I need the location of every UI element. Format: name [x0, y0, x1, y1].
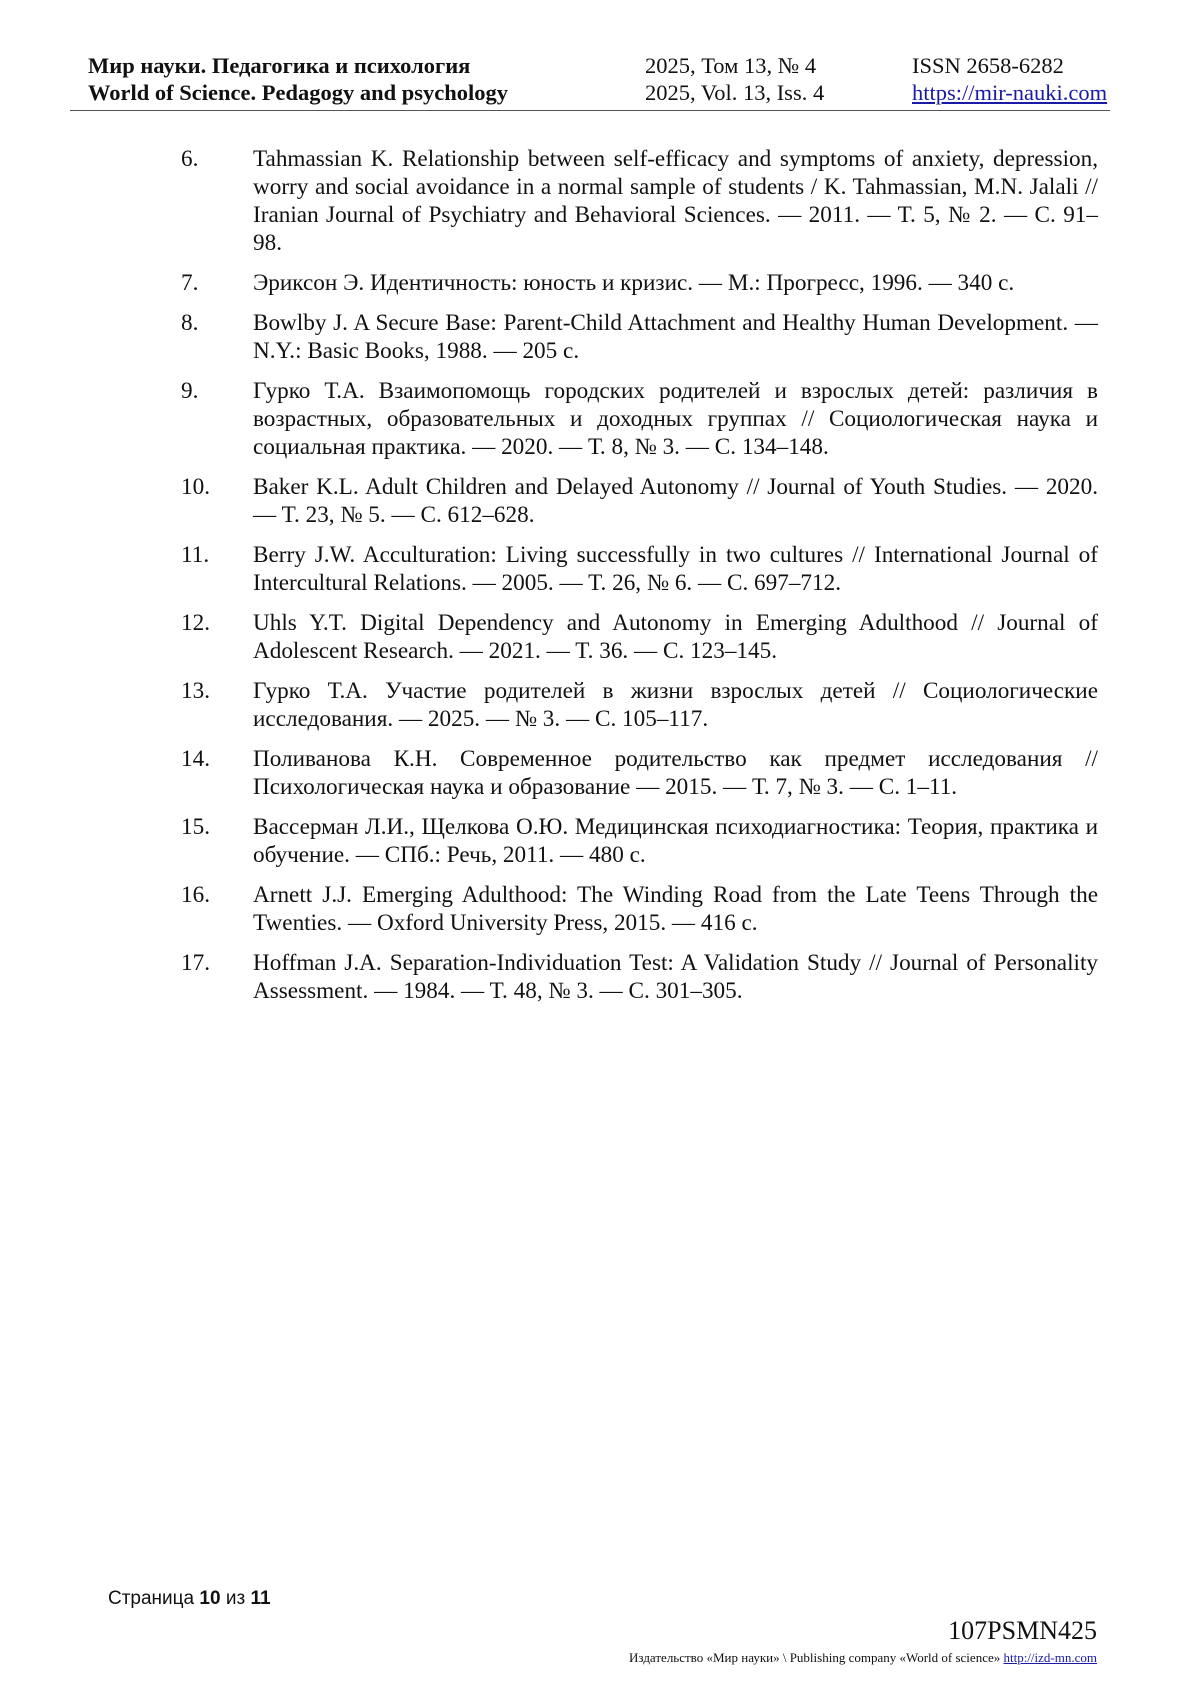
reference-list	[181, 145, 1098, 1017]
reference-item	[181, 881, 1098, 937]
reference-number: 11.	[181, 542, 210, 568]
reference-text: Bowlby J. A Secure Base: Parent-Child Attachment and Healthy Human Development. — N.Y.: Basic Books, 1988. — 205 c.	[253, 310, 1098, 364]
journal-url-link[interactable]: https://mir-nauki.com	[912, 80, 1108, 105]
reference-number: 12.	[181, 610, 210, 636]
reference-item	[181, 813, 1098, 869]
reference-item	[181, 309, 1098, 365]
reference-text: Berry J.W. Acculturation: Living successfully in two cultures // International Journal of Intercultural Relations. — 2005. — T. 26, № 6. — C. 697–712.	[253, 542, 1098, 596]
reference-number: 15.	[181, 814, 210, 840]
reference-item	[181, 745, 1098, 801]
journal-title-en: World of Science. Pedagogy and psychology	[88, 80, 509, 105]
reference-item	[181, 541, 1098, 597]
reference-number: 17.	[181, 950, 210, 976]
issn-block	[912, 52, 1107, 106]
page-total: 11	[250, 1588, 271, 1609]
reference-text: Hoffman J.A. Separation-Individuation Test: A Validation Study // Journal of Personality Assessment. — 1984. — T. 48, № 3. — C. 301–305.	[253, 950, 1098, 1004]
journal-title-ru: Мир науки. Педагогика и психология	[88, 53, 471, 78]
publisher-text: Издательство «Мир науки» \ Publishing company «World of science»	[629, 1650, 1001, 1665]
reference-item	[181, 269, 1098, 297]
reference-number: 6.	[181, 146, 199, 172]
reference-text: Baker K.L. Adult Children and Delayed Autonomy // Journal of Youth Studies. — 2020. — T. 23, № 5. — C. 612–628.	[253, 474, 1098, 528]
issue-block	[645, 52, 824, 106]
issue-en: 2025, Vol. 13, Iss. 4	[645, 80, 825, 105]
article-code: 107PSMN425	[948, 1616, 1097, 1645]
reference-number: 8.	[181, 310, 199, 336]
reference-number: 16.	[181, 882, 210, 908]
reference-text: Гурко Т.А. Участие родителей в жизни взрослых детей // Социологические исследования. — 2025. — № 3. — С. 105–117.	[253, 678, 1098, 732]
reference-item	[181, 949, 1098, 1005]
reference-number: 9.	[181, 378, 199, 404]
issn: ISSN 2658-6282	[912, 53, 1064, 78]
reference-item	[181, 677, 1098, 733]
reference-number: 10.	[181, 474, 210, 500]
page-of: из	[225, 1588, 246, 1609]
publisher-link[interactable]: http://izd-mn.com	[1003, 1650, 1097, 1665]
journal-header	[70, 52, 1110, 111]
issue-ru: 2025, Том 13, № 4	[645, 53, 817, 78]
page-counter	[108, 1588, 271, 1610]
reference-item	[181, 145, 1098, 257]
reference-text: Tahmassian K. Relationship between self-efficacy and symptoms of anxiety, depression, worry and social avoidance in a normal sample of students / K. Tahmassian, M.N. Jalali // Iranian Journal of Psychiatry and Behavioral Sciences. — 2011. — T. 5, № 2. — C. 91–98.	[253, 146, 1098, 256]
reference-item	[181, 609, 1098, 665]
reference-number: 7.	[181, 270, 199, 296]
page-label: Страница	[108, 1588, 195, 1609]
page-current: 10	[199, 1588, 221, 1609]
reference-number: 13.	[181, 678, 210, 704]
journal-title-block	[88, 52, 508, 106]
reference-text: Вассерман Л.И., Щелкова О.Ю. Медицинская психодиагностика: Теория, практика и обучение. — СПб.: Речь, 2011. — 480 с.	[253, 814, 1098, 868]
reference-text: Гурко Т.А. Взаимопомощь городских родителей и взрослых детей: различия в возрастных, образовательных и доходных группах // Социологическая наука и социальная практика. — 2020. — Т. 8, № 3. — С. 134–148.	[253, 378, 1098, 460]
reference-number: 14.	[181, 746, 210, 772]
reference-text: Поливанова К.Н. Современное родительство как предмет исследования // Психологическая наука и образование — 2015. — Т. 7, № 3. — С. 1–11.	[253, 746, 1098, 800]
reference-text: Эриксон Э. Идентичность: юность и кризис. — М.: Прогресс, 1996. — 340 с.	[253, 270, 1015, 296]
reference-text: Uhls Y.T. Digital Dependency and Autonomy in Emerging Adulthood // Journal of Adolescent Research. — 2021. — T. 36. — C. 123–145.	[253, 610, 1098, 664]
reference-item	[181, 473, 1098, 529]
reference-item	[181, 377, 1098, 461]
reference-text: Arnett J.J. Emerging Adulthood: The Winding Road from the Late Teens Through the Twenties. — Oxford University Press, 2015. — 416 c.	[253, 882, 1098, 936]
publisher-line	[629, 1650, 1097, 1666]
